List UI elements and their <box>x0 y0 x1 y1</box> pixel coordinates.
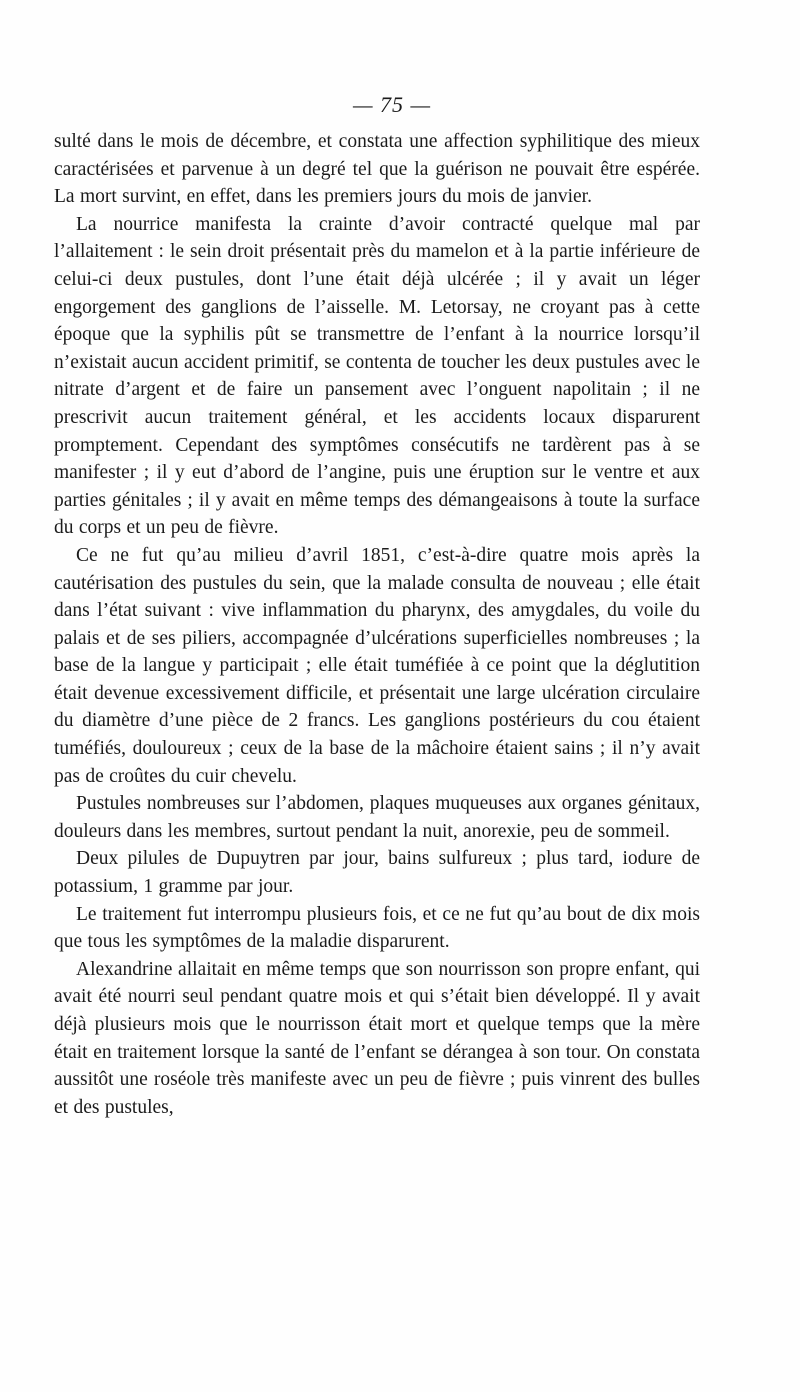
paragraph-avril-1851: Ce ne fut qu’au milieu d’avril 1851, c’est-à-dire quatre mois après la cautérisation des pustules du sein, que la malade consulta de nouveau ; elle était dans l’état suivant : vive inflammation du pharynx, des amygdales, du voile du palais et de ses piliers, accompagnée d’ulcérations superficielles nombreuses ; la base de la langue y participait ; elle était tuméfiée à ce point que la déglutition était devenue excessivement difficile, et présentait une large ulcération circulaire du diamètre d’une pièce de 2 francs. Les ganglions postérieurs du cou étaient tuméfiés, douloureux ; ceux de la base de la mâchoire étaient sains ; il n’y avait pas de croûtes du cuir chevelu. <box>54 544 700 787</box>
paragraph-nourrice: La nourrice manifesta la crainte d’avoir contracté quelque mal par l’allaitement : le sein droit présentait près du mamelon et à la partie inférieure de celui-ci deux pustules, dont l’une était déjà ulcérée ; il y avait un léger engorgement des ganglions de l’aisselle. M. Letorsay, ne croyant pas à cette époque que la syphilis pût se transmettre de l’enfant à la nourrice lorsqu’il n’existait aucun accident primitif, se contenta de toucher les deux pustules avec le nitrate d’argent et de faire un pansement avec l’onguent napolitain ; il ne prescrivit aucun traitement général, et les accidents locaux disparurent promptement. Cependant des symptômes consécutifs ne tardèrent pas à se manifester ; il y eut d’abord de l’angine, puis une éruption sur le ventre et aux parties génitales ; il y avait en même temps des démangeaisons à toute la surface du corps et un peu de fièvre. <box>54 213 700 539</box>
page-number: — 75 — <box>352 92 432 117</box>
paragraph-alexandrine: Alexandrine allaitait en même temps que son nourrisson son propre enfant, qui avait été nourri seul pendant quatre mois et qui s’était bien développé. Il y avait déjà plusieurs mois que le nourrisson était mort et quelque temps que la mère était en traitement lorsque la santé de l’enfant se dérangea à son tour. On constata aussitôt une roséole très manifeste avec un peu de fièvre ; puis vinrent des bulles et des pustules, <box>54 958 700 1118</box>
paragraph-pustules: Pustules nombreuses sur l’abdomen, plaques muqueuses aux organes génitaux, douleurs dans les membres, surtout pendant la nuit, anorexie, peu de sommeil. <box>54 793 700 842</box>
paragraph-continuation: sulté dans le mois de décembre, et constata une affection syphilitique des mieux caractérisées et parvenue à un degré tel que la guérison ne pouvait être espérée. La mort survint, en effet, dans les premiers jours du mois de janvier. <box>54 131 700 208</box>
paragraph-pilules: Deux pilules de Dupuytren par jour, bains sulfureux ; plus tard, iodure de potassium, 1 gramme par jour. <box>54 848 700 898</box>
paragraph-traitement: Le traitement fut interrompu plusieurs fois, et ce ne fut qu’au bout de dix mois que tous les symptômes de la maladie disparurent. <box>54 903 700 953</box>
